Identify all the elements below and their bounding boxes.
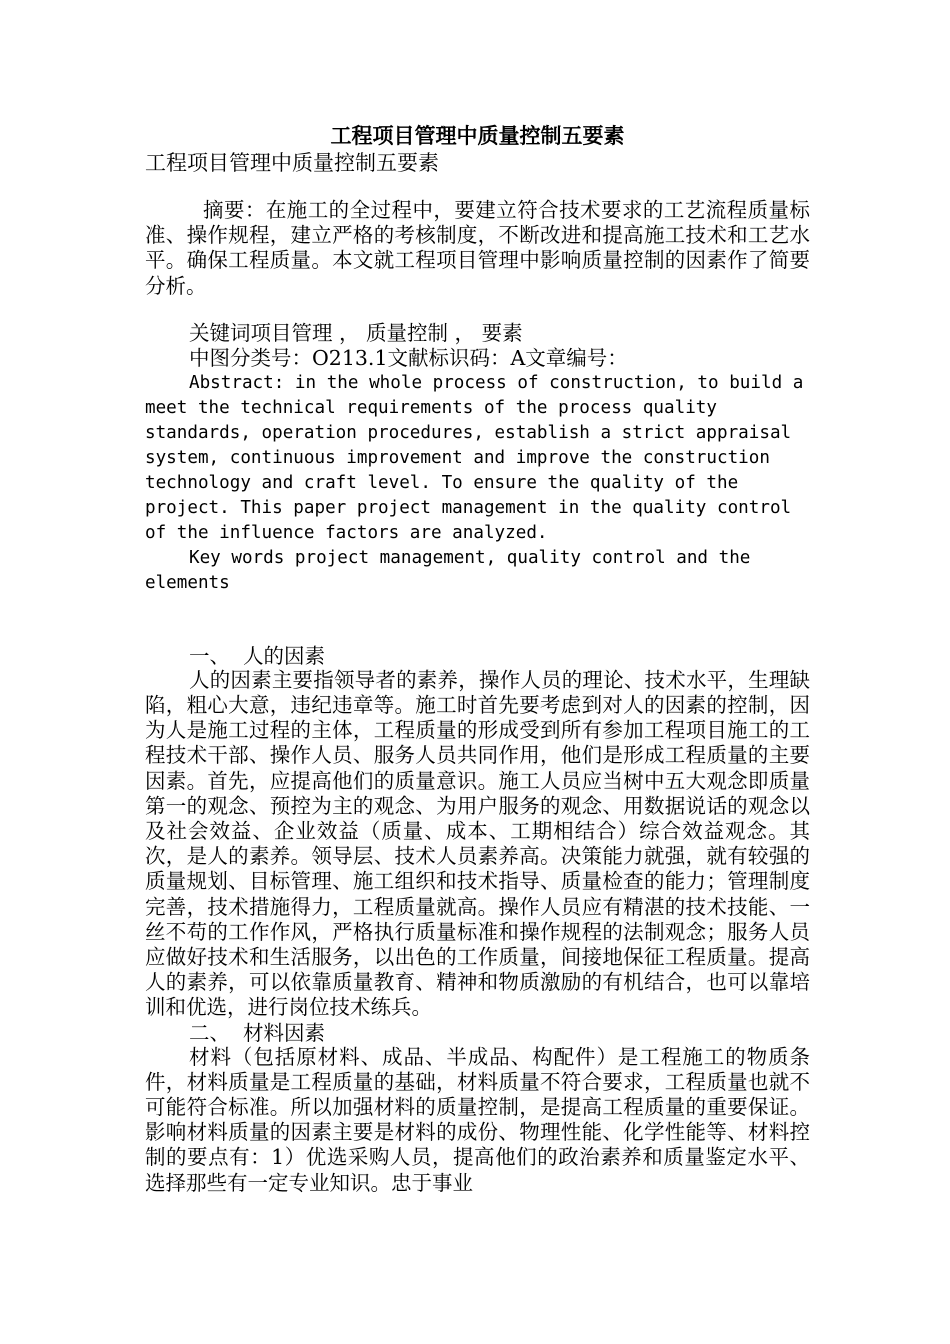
document-title: 工程项目管理中质量控制五要素 bbox=[330, 123, 625, 148]
section-body-2: 材料（包括原材料、成品、半成品、构配件）是工程施工的物质条件，材料质量是工程质量的基础，材料质量不符合要求，工程质量也就不可能符合标准。所以加强材料的质量控制，是提高工程质量的重要保证。影响材料质量的因素主要是材料的成份、物理性能、化学性能等、材料控制的要点有：1）优选采购人员，提高他们的政治素养和质量鉴定水平、选择那些有一定专业知识。忠于事业 bbox=[145, 1044, 810, 1195]
abstract-paragraph: 摘要：在施工的全过程中，要建立符合技术要求的工艺流程质量标准、操作规程，建立严格的考核制度，不断改进和提高施工技术和工艺水平。确保工程质量。本文就工程项目管理中影响质量控制的因素作了简要分析。 bbox=[145, 198, 810, 298]
section-number-1: 一、 bbox=[189, 643, 230, 668]
section-body-1: 人的因素主要指领导者的素养，操作人员的理论、技术水平，生理缺陷，粗心大意，违纪违章等。施工时首先要考虑到对人的因素的控制，因为人是施工过程的主体，工程质量的形成受到所有参加工程项目施工的工程技术干部、操作人员、服务人员共同作用，他们是形成工程质量的主要因素。首先，应提高他们的质量意识。施工人员应当树中五大观念即质量第一的观念、预控为主的观念、为用户服务的观念、用数据说话的观念以及社会效益、企业效益（质量、成本、工期相结合）综合效益观念。其次，是人的素养。领导层、技术人员素养高。决策能力就强，就有较强的质量规划、目标管理、施工组织和技术指导、质量检查的能力；管理制度完善，技术措施得力，工程质量就高。操作人员应有精湛的技术技能、一丝不苟的工作作风，严格执行质量标准和操作规程的法制观念；服务人员应做好技术和生活服务，以出色的工作质量，间接地保征工程质量。提高人的素养，可以依靠质量教育、精神和物质激励的有机结合，也可以靠培训和优选，进行岗位技术练兵。 bbox=[145, 667, 810, 1020]
section-heading-2 bbox=[145, 1021, 810, 1045]
keywords-english: Key words project management, quality control and the elements bbox=[145, 547, 751, 593]
section-heading-1 bbox=[145, 644, 810, 668]
document-subtitle: 工程项目管理中质量控制五要素 bbox=[145, 151, 439, 175]
keywords-line: 关键词项目管理 ， 质量控制 ， 要素 bbox=[189, 320, 523, 345]
classification-line: 中图分类号：O213.1文献标识码：A文章编号： bbox=[189, 345, 628, 370]
abstract-english: Abstract: in the whole process of construction, to build a meet the technical requirements of the process quality standards, operation procedures, establish a strict appraisal system, continuous improvement and improve the construction technology and craft level. To ensure the quality of the project. This paper project management in the quality control of the influence factors are analyzed. bbox=[145, 372, 804, 543]
document-page bbox=[145, 122, 810, 1196]
section-title-1: 人的因素 bbox=[243, 643, 325, 668]
section-title-2: 材料因素 bbox=[243, 1020, 325, 1045]
section-spacer bbox=[145, 596, 810, 644]
section-number-2: 二、 bbox=[189, 1020, 230, 1045]
